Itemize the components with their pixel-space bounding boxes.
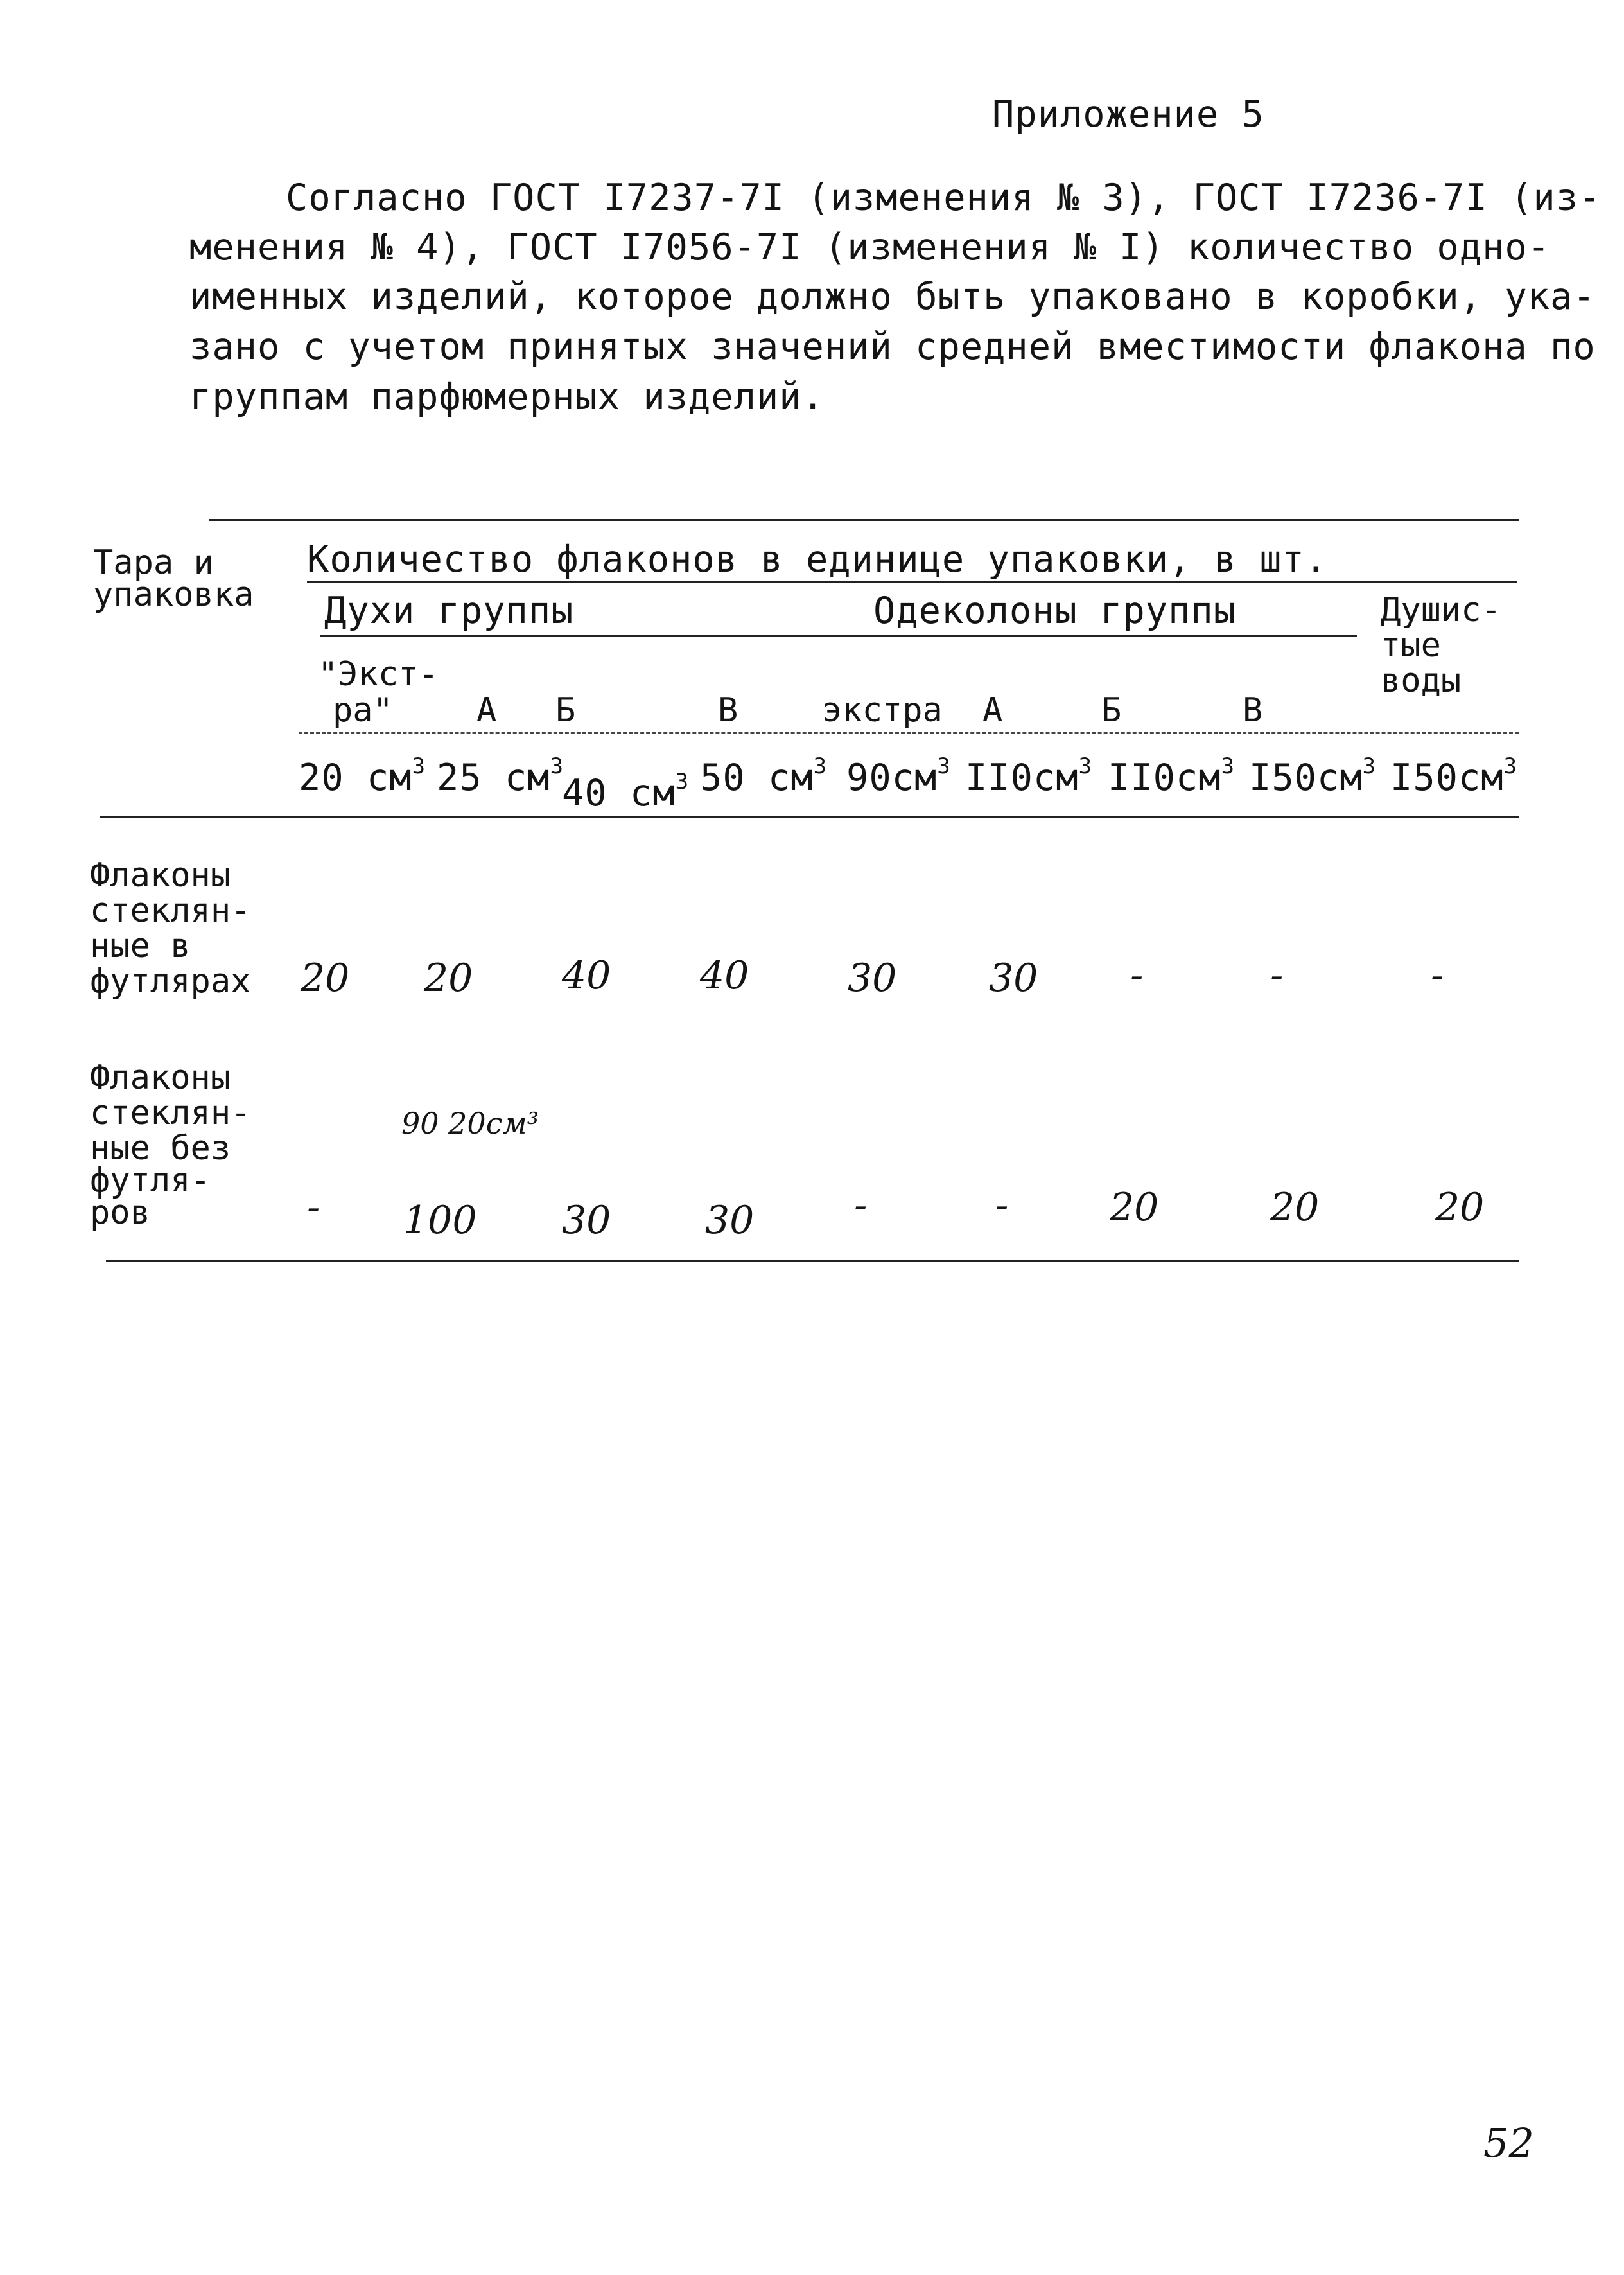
- subgroup-perfume-b: Б: [555, 691, 576, 730]
- appendix-title: Приложение 5: [992, 93, 1264, 136]
- table-cell: 20: [424, 956, 473, 1001]
- volume-cell: 20 $см^3$: [299, 753, 426, 799]
- table-cell: -: [1270, 953, 1284, 998]
- subgroup-extra: ра": [333, 691, 393, 730]
- row-label-line: стеклян-: [90, 1094, 251, 1132]
- subgroup-cologne-b: Б: [1101, 691, 1122, 730]
- table-cell: -: [307, 1185, 320, 1230]
- volume-cell: $I50см^3$: [1249, 753, 1377, 799]
- volume-cell: $II0см^3$: [965, 753, 1093, 799]
- row-label-line: ров: [90, 1193, 150, 1232]
- row-label-line: Флаконы: [90, 856, 231, 895]
- table-cell: 20: [1435, 1185, 1485, 1230]
- table-cell: -: [854, 1183, 868, 1228]
- paragraph-line: менения № 4), ГОСТ I7056-7I (изменения № I) количество одно-: [189, 226, 1551, 268]
- main-header-rule: [307, 581, 1517, 583]
- row-label-line: Флаконы: [90, 1058, 231, 1097]
- table-cell: 20: [1110, 1185, 1159, 1230]
- table-cell: 30: [848, 956, 897, 1001]
- subgroup-cologne-v: В: [1243, 691, 1263, 730]
- group-cologne-header: Одеколоны группы: [873, 590, 1237, 632]
- table-cell: 30: [705, 1198, 755, 1243]
- paragraph-line: группам парфюмерных изделий.: [189, 376, 825, 418]
- subgroup-cologne-extra: экстра: [822, 691, 943, 730]
- table-cell: -: [1130, 953, 1144, 998]
- subgroup-extra: "Экст-: [318, 655, 439, 694]
- main-header: Количество флаконов в единице упаковки, в шт.: [307, 538, 1328, 581]
- table-cell: 30: [562, 1198, 611, 1243]
- group-perfume-header: Духи группы: [324, 590, 574, 632]
- group-scented-header: Душис-: [1381, 591, 1501, 629]
- table-top-rule: [209, 519, 1519, 521]
- table-cell: 100: [403, 1198, 477, 1243]
- paragraph-line: зано с учетом принятых значений средней вместимости флакона по: [189, 326, 1596, 368]
- row-label-line: ные в: [90, 927, 191, 965]
- paragraph-line: именных изделий, которое должно быть упаковано в коробки, ука-: [189, 276, 1596, 318]
- table-cell: 30: [989, 956, 1038, 1001]
- corner-header-line: упаковка: [93, 575, 254, 614]
- group-scented-header: тые: [1381, 626, 1441, 665]
- volume-cell: 25 $см^3$: [437, 753, 564, 799]
- volume-cell: $II0см^3$: [1108, 753, 1235, 799]
- group-header-rule: [320, 635, 1357, 637]
- subgroup-perfume-a: А: [476, 691, 497, 730]
- subgroup-perfume-v: В: [718, 691, 738, 730]
- corner-header-line: Тара и: [93, 543, 214, 582]
- row-label-line: футлярах: [90, 962, 251, 1001]
- row-label-line: стеклян-: [90, 892, 251, 930]
- subgroup-cologne-a: А: [982, 691, 1003, 730]
- group-scented-header: воды: [1381, 662, 1462, 700]
- page-number: 52: [1483, 2120, 1534, 2166]
- table-cell: 40: [562, 953, 611, 998]
- paragraph-line: Согласно ГОСТ I7237-7I (изменения № 3), ГОСТ I7236-7I (из-: [286, 177, 1602, 219]
- table-cell: -: [995, 1183, 1009, 1228]
- table-cell: 20: [1270, 1185, 1320, 1230]
- volume-cell: 50 $см^3$: [700, 753, 828, 799]
- header-bottom-rule: [100, 816, 1519, 818]
- table-cell: -: [1431, 953, 1444, 998]
- table-bottom-rule: [106, 1260, 1519, 1262]
- handwritten-note: 90 20см³: [401, 1106, 539, 1141]
- subgroup-rule: [299, 732, 1519, 734]
- volume-cell: $I50см^3$: [1390, 753, 1518, 799]
- table-cell: 40: [700, 953, 749, 998]
- row-label-line: ные без: [90, 1129, 231, 1168]
- volume-cell: 40 $см^3$: [562, 769, 690, 814]
- table-cell: 20: [301, 956, 350, 1001]
- volume-cell: $90см^3$: [846, 753, 951, 799]
- row-label-line: футля-: [90, 1161, 211, 1200]
